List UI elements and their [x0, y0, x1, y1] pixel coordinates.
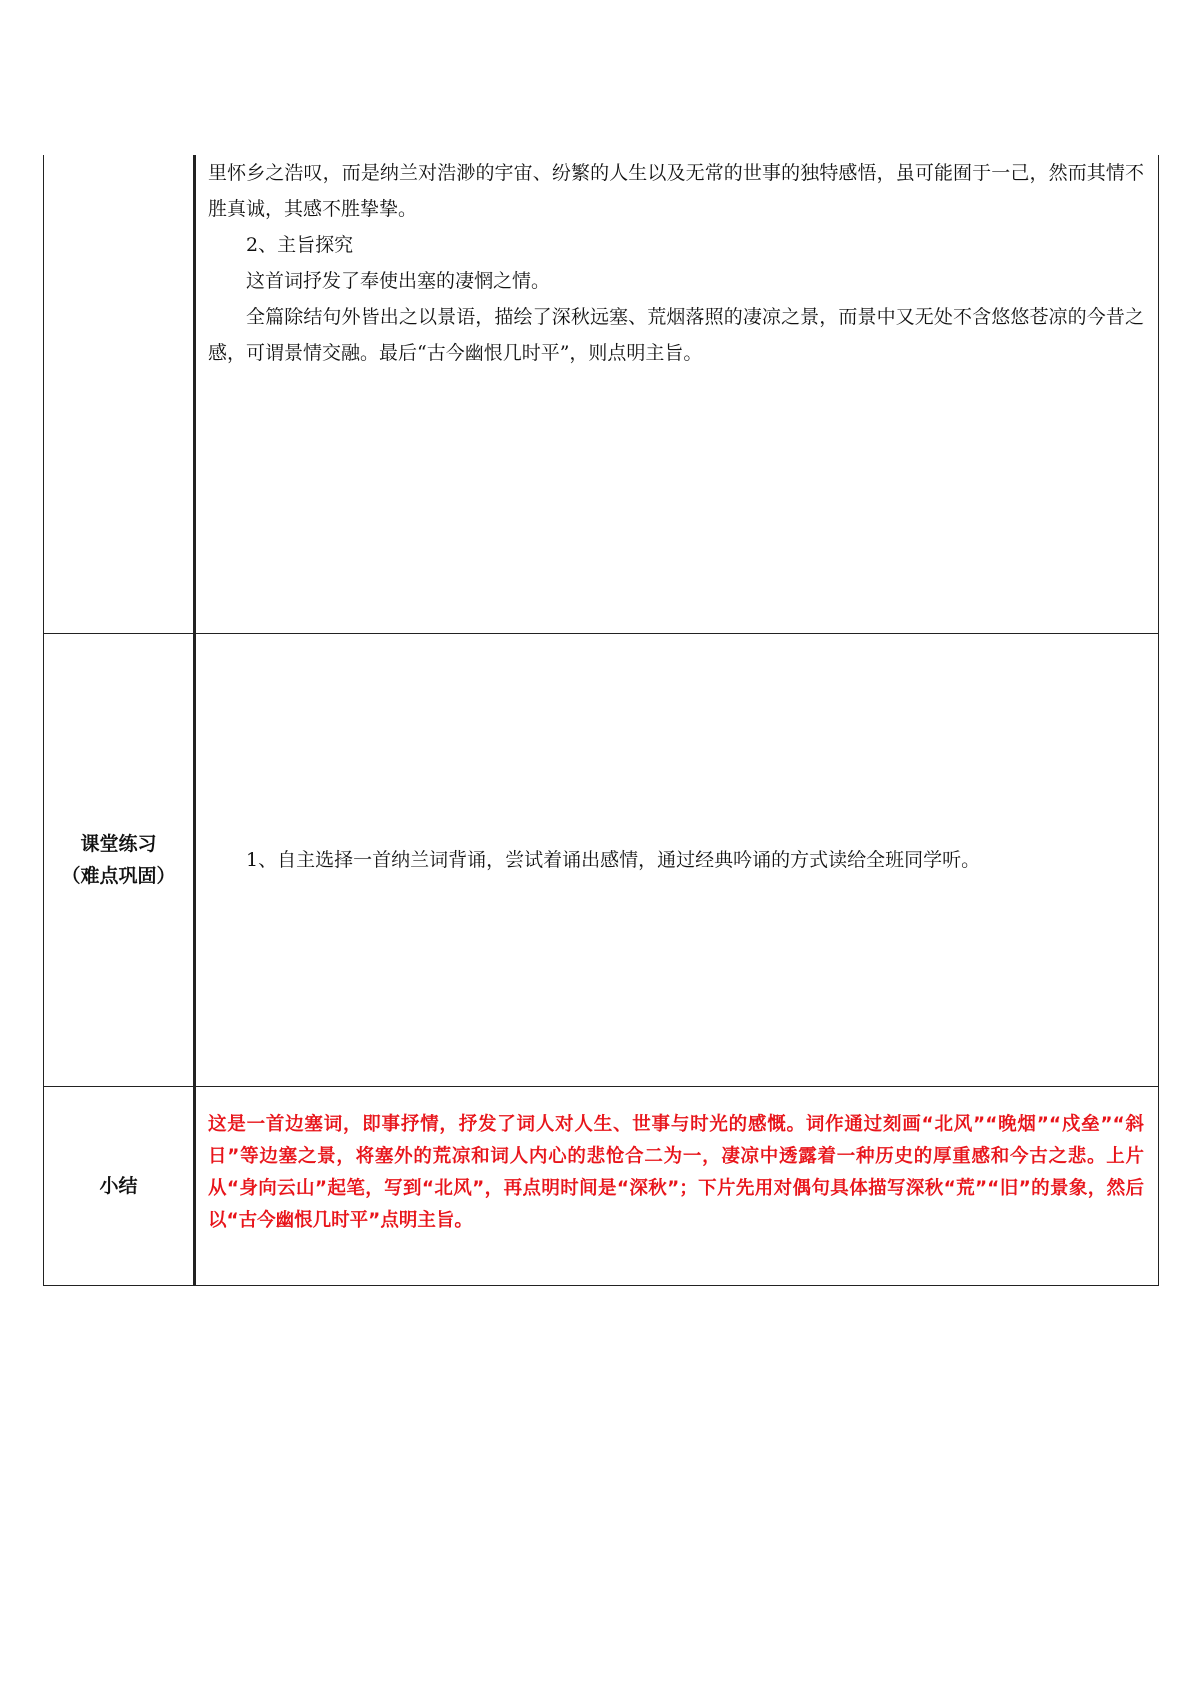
analysis-paragraph: 这首词抒发了奉使出塞的凄惘之情。 — [246, 270, 551, 292]
practice-row — [44, 634, 1159, 1087]
practice-text-block — [196, 842, 994, 878]
practice-text: 1、自主选择一首纳兰词背诵，尝试着诵出感情，通过经典吟诵的方式读给全班同学听。 — [246, 849, 981, 871]
analysis-subheading: 2、主旨探究 — [246, 234, 354, 256]
lesson-plan-table — [43, 155, 1159, 1286]
analysis-label-cell — [44, 155, 195, 634]
summary-label: 小结 — [99, 1175, 138, 1197]
analysis-text — [196, 155, 1158, 371]
summary-text: 这是一首边塞词，即事抒情，抒发了词人对人生、世事与时光的感慨。词作通过刻画“北风”“晚烟”“戍垒”“斜日”等边塞之景，将塞外的荒凉和词人内心的悲怆合二为一，凄凉中透露着一种历史的厚重感和今古之悲。上片从“身向云山”起笔，写到“北风”，再点明时间是“深秋”；下片先用对偶句具体描写深秋“荒”“旧”的景象，然后以“古今幽恨几时平”点明主旨。 — [208, 1114, 1144, 1231]
analysis-paragraph: 全篇除结句外皆出之以景语，描绘了深秋远塞、荒烟落照的凄凉之景，而景中又无处不含悠悠苍凉的今昔之感，可谓景情交融。最后“古今幽恨几时平”，则点明主旨。 — [208, 306, 1144, 364]
summary-row — [44, 1087, 1159, 1286]
practice-content-cell — [195, 634, 1159, 1087]
practice-label-cell — [44, 634, 195, 1087]
practice-label: 课堂练习 — [80, 833, 157, 855]
practice-wrap — [196, 634, 1158, 1086]
analysis-paragraph: 里怀乡之浩叹，而是纳兰对浩渺的宇宙、纷繁的人生以及无常的世事的独特感悟，虽可能囿于一己，然而其情不胜真诚，其感不胜挚挚。 — [208, 162, 1144, 220]
summary-content-cell — [195, 1087, 1159, 1286]
analysis-content-cell — [195, 155, 1159, 634]
summary-label-cell — [44, 1087, 195, 1286]
practice-sublabel: （难点巩固） — [61, 865, 176, 887]
analysis-row — [44, 155, 1159, 634]
